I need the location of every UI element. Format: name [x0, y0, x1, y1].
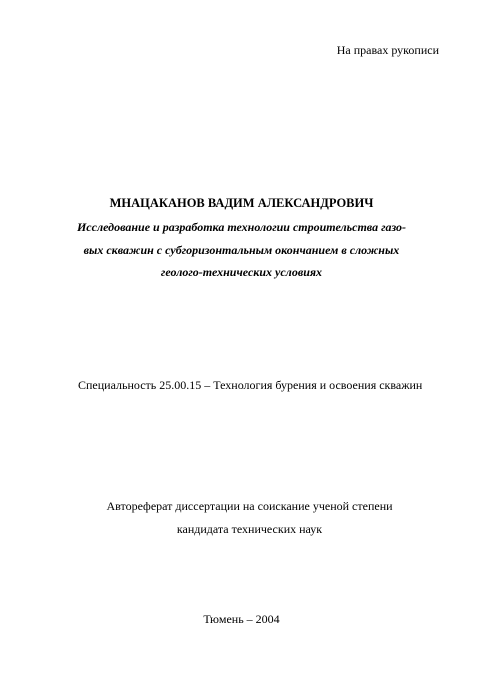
- title-line-1: Исследование и разработка технологии строительства газо-: [76, 220, 407, 234]
- city-year: Тюмень – 2004: [203, 612, 280, 626]
- title-line-3: геолого-технических условиях: [160, 265, 323, 279]
- rights-notice: На правах рукописи: [336, 43, 439, 57]
- abstract-line-2: кандидата технических наук: [176, 522, 323, 536]
- abstract-line-1: Автореферат диссертации на соискание ученой степени: [106, 499, 393, 513]
- specialty-text: Специальность 25.00.15 – Технология бурения и освоения скважин: [78, 378, 423, 392]
- title-line-2: вых скважин с субгоризонтальным окончанием в сложных: [83, 243, 400, 257]
- author-name: МНАЦАКАНОВ ВАДИМ АЛЕКСАНДРОВИЧ: [109, 196, 374, 210]
